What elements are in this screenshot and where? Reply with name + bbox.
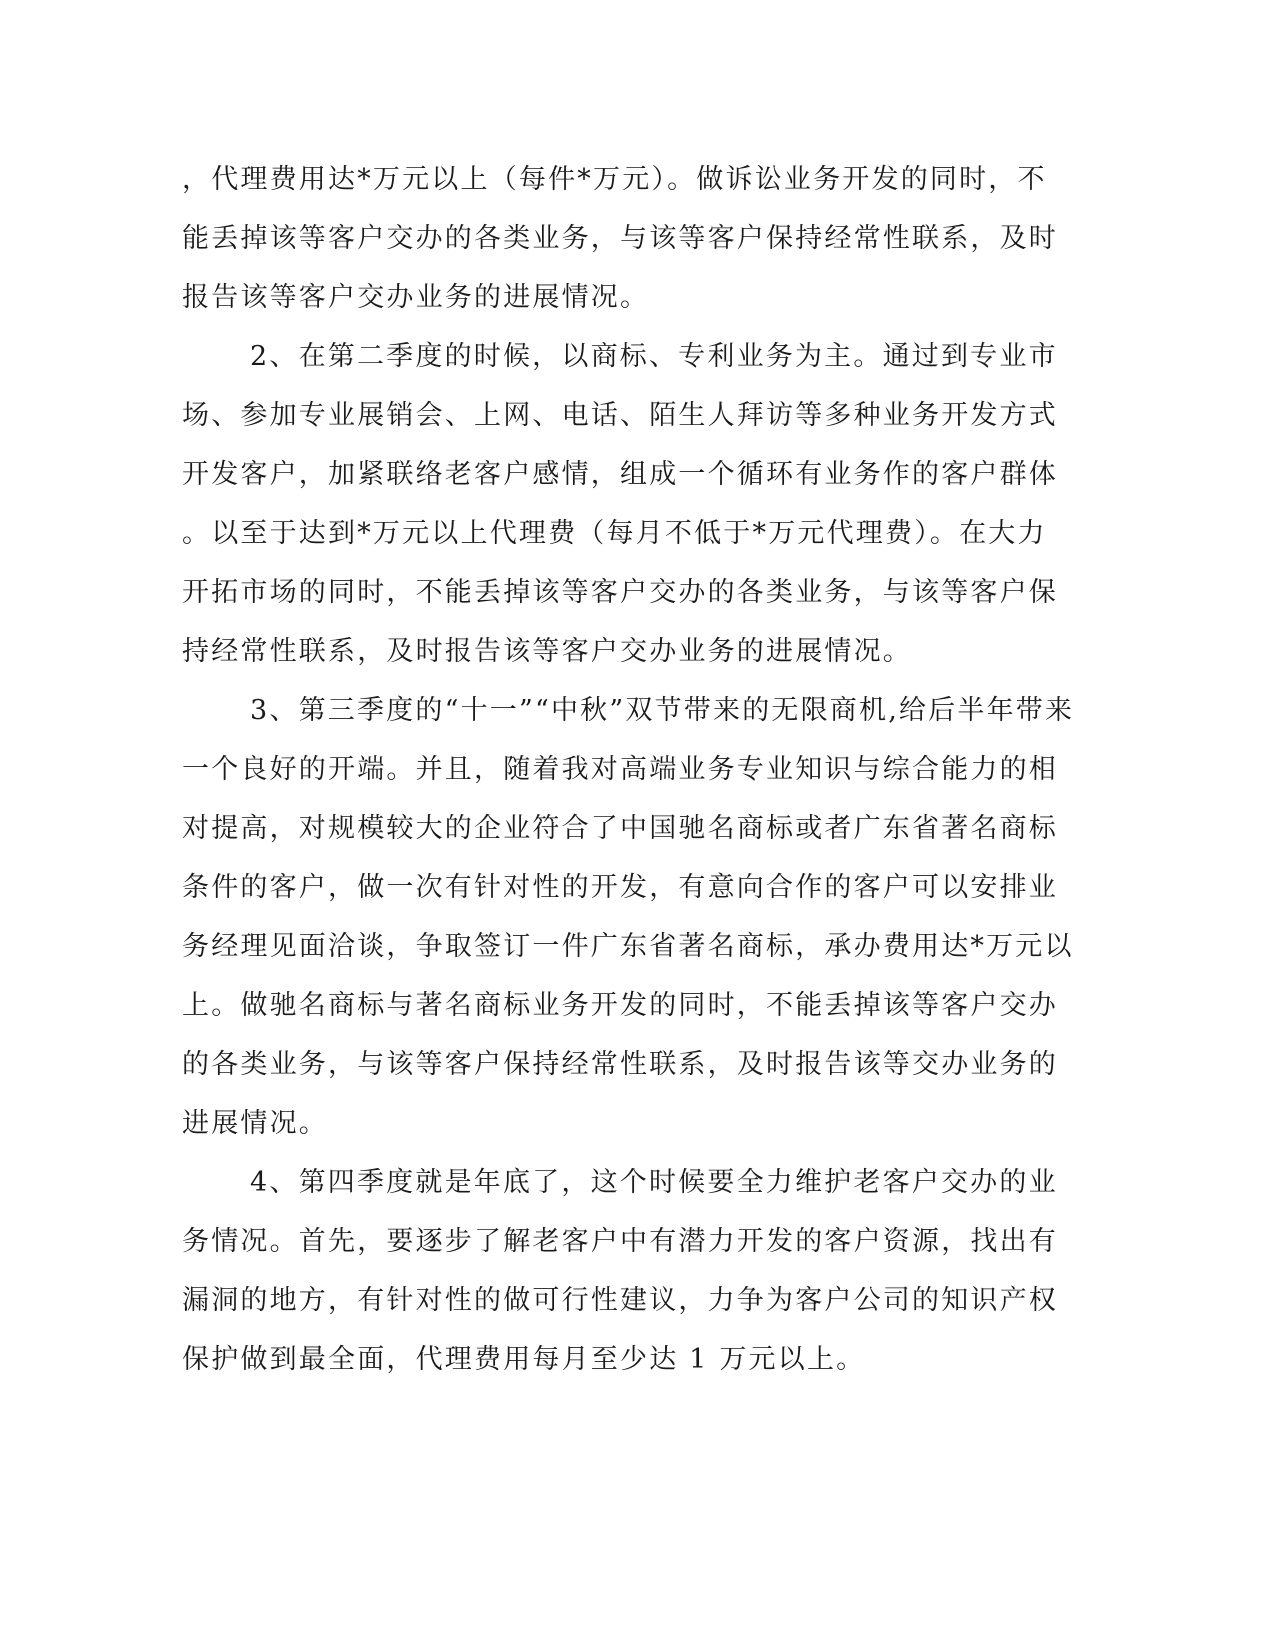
text-line: 务经理见面洽谈，争取签订一件广东省著名商标，承办费用达*万元以 — [182, 931, 1074, 962]
text-line: 开拓市场的同时，不能丢掉该等客户交办的各类业务，与该等客户保 — [182, 577, 1058, 608]
text-line: 的各类业务，与该等客户保持经常性联系，及时报告该等交办业务的 — [182, 1049, 1058, 1080]
text-line: 能丢掉该等客户交办的各类业务，与该等客户保持经常性联系，及时 — [182, 223, 1058, 254]
text-line: 对提高，对规模较大的企业符合了中国驰名商标或者广东省著名商标 — [182, 813, 1058, 844]
text-line: 报告该等客户交办业务的进展情况。 — [182, 282, 650, 313]
text-line: 开发客户，加紧联络老客户感情，组成一个循环有业务作的客户群体 — [182, 459, 1058, 490]
text-line: 。以至于达到*万元以上代理费（每月不低于*万元代理费）。在大力 — [182, 518, 1047, 549]
paragraph-start-line: 4、第四季度就是年底了，这个时候要全力维护老客户交办的业 — [250, 1167, 1058, 1198]
text-line: 务情况。首先，要逐步了解老客户中有潜力开发的客户资源，找出有 — [182, 1226, 1058, 1257]
text-line: 场、参加专业展销会、上网、电话、陌生人拜访等多种业务开发方式 — [182, 400, 1058, 431]
text-line: 条件的客户，做一次有针对性的开发，有意向合作的客户可以安排业 — [182, 872, 1058, 903]
text-line: 一个良好的开端。并且，随着我对高端业务专业知识与综合能力的相 — [182, 754, 1058, 785]
text-line: ，代理费用达*万元以上（每件*万元）。做诉讼业务开发的同时，不 — [182, 164, 1047, 195]
paragraph-start-line: 3、第三季度的“十一”“中秋”双节带来的无限商机,给后半年带来 — [250, 695, 1075, 726]
text-line: 持经常性联系，及时报告该等客户交办业务的进展情况。 — [182, 636, 912, 667]
text-line: 漏洞的地方，有针对性的做可行性建议，力争为客户公司的知识产权 — [182, 1285, 1058, 1316]
text-line: 上。做驰名商标与著名商标业务开发的同时，不能丢掉该等客户交办 — [182, 990, 1058, 1021]
text-line: 保护做到最全面，代理费用每月至少达 1 万元以上。 — [182, 1344, 866, 1375]
text-line: 进展情况。 — [182, 1108, 328, 1139]
paragraph-start-line: 2、在第二季度的时候，以商标、专利业务为主。通过到专业市 — [250, 341, 1058, 372]
